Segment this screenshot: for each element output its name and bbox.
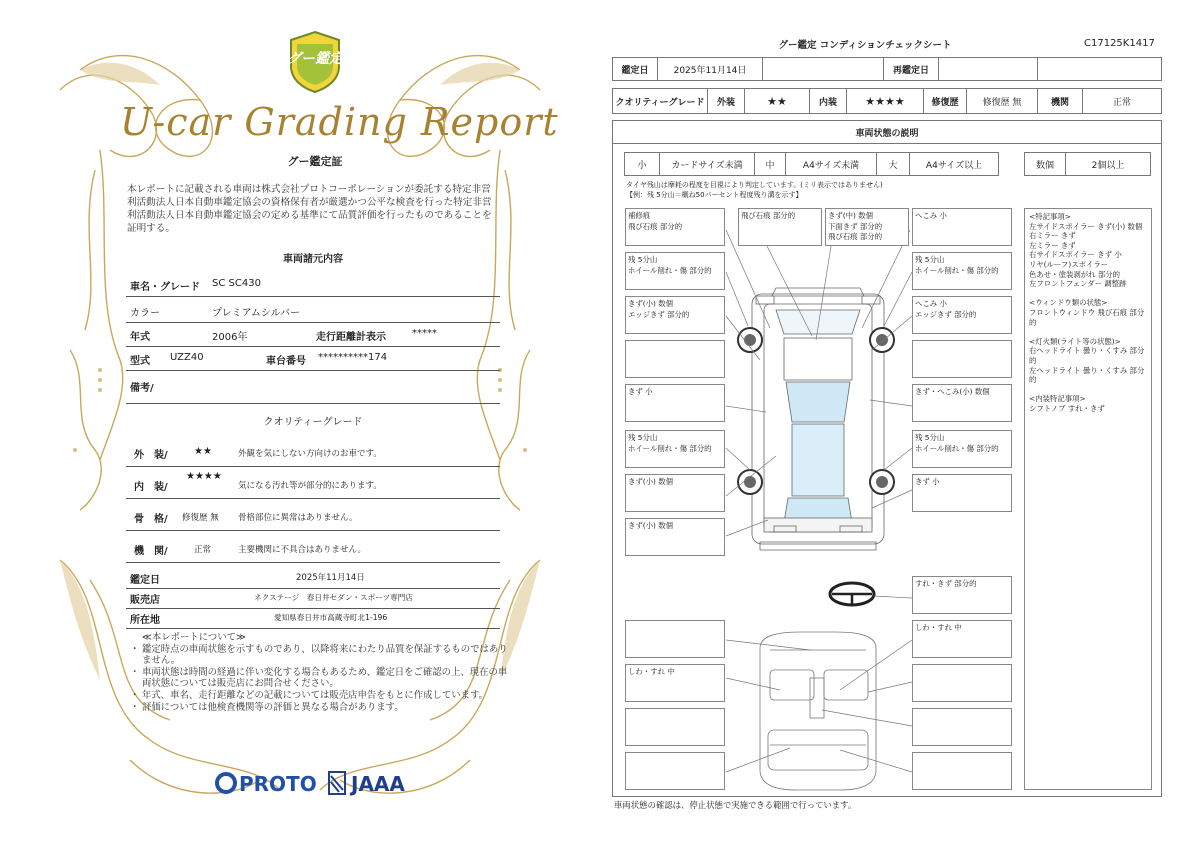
interior-note-left (625, 620, 725, 658)
steering-wheel-icon (830, 583, 874, 605)
year-label: 年式 (130, 332, 150, 343)
shop-label: 販売店 (130, 595, 160, 606)
proto-logo-text: PROTO (239, 772, 317, 796)
interior-note-left (625, 752, 725, 790)
certificate-statement: 本レポートに記載される車両は株式会社プロトコーポレーションが委託する特定非営利活動法人日本自動車鑑定協会の資格保有者が厳選かつ公平な検査を行った特定非営利活動法人日本自動車鑑定協会の定める基準にて品質評価を行ったものであることを証明する。 (127, 184, 492, 234)
report-title: U-car Grading Report (120, 100, 559, 144)
interior-label: 内 装/ (134, 482, 168, 493)
shop-value: ネクステージ 春日井セダン・スポーツ専門店 (254, 593, 413, 602)
condition-title: 車両状態の説明 (612, 120, 1162, 144)
exterior-label: 外 装/ (134, 450, 168, 461)
sheet-repair-value: 修復歴 無 (966, 88, 1038, 114)
model-value: UZZ40 (170, 352, 204, 363)
model-label: 型式 (130, 356, 150, 367)
row-remarks (126, 373, 500, 404)
exterior-stars: ★★ (194, 446, 212, 457)
sheet-interior-label: 内装 (809, 88, 847, 114)
damage-note-right (912, 340, 1012, 378)
interior-note-right (912, 752, 1012, 790)
mileage-label: 走行距離計表示 (316, 332, 386, 343)
sheet-exterior-label: 外装 (707, 88, 745, 114)
row-year (126, 322, 500, 347)
row-shop (126, 588, 500, 609)
engine-desc: 主要機関に不具合はありません。 (238, 545, 367, 555)
address-value: 愛知県春日井市高蔵寺町北1-196 (274, 613, 388, 622)
damage-note-left: 残 5分山 ホイール削れ・傷 部分的 (625, 252, 725, 290)
proto-logo-icon (215, 772, 237, 794)
interior-note-right (912, 708, 1012, 746)
interior-note-right: しわ・すれ 中 (912, 620, 1012, 658)
damage-note-left: きず(小) 数個 (625, 474, 725, 512)
address-label: 所在地 (130, 615, 160, 626)
mileage-value: ***** (412, 328, 437, 339)
damage-note-left: 補修痕 飛び石痕 部分的 (625, 208, 725, 246)
interior-note-left: しわ・すれ 中 (625, 664, 725, 702)
reinspection-value-cell (938, 57, 1038, 81)
legend-small: 小 (624, 152, 660, 176)
legend-large: 大 (876, 152, 910, 176)
damage-note-right: きず 小 (912, 474, 1012, 512)
name-label: 車名・グレード (130, 282, 200, 293)
interior-note-right (912, 664, 1012, 702)
sheet-engine-value: 正常 (1082, 88, 1162, 114)
sheet-repair-label: 修復歴 (923, 88, 967, 114)
row-address (126, 608, 500, 629)
report-notes (130, 632, 510, 713)
row-frame (126, 500, 500, 531)
row-date (126, 566, 500, 589)
damage-note-right: きず・へこみ(小) 数個 (912, 384, 1012, 422)
sheet-footer: 車両状態の確認は、停止状態で実施できる範囲で行っています。 (614, 800, 857, 810)
tire-note-2: 【例：残 5分山＝概ね50パーセント程度残り溝を示す】 (626, 191, 803, 199)
legend-small-desc: カードサイズ未満 (659, 152, 755, 176)
row-model (126, 346, 500, 371)
damage-note-left: きず 小 (625, 384, 725, 422)
special-remarks: <特記事項> 左サイドスポイラー きず(小) 数個 右ミラー きず 左ミラー きず 右サイドスポイラー きず 小 リヤ(ルーフ)スポイラー 色あせ・塗装剥がれ 部分的 左フロントフェンダー 調整跡 <ウィンドウ類の状態> フロントウィンドウ 飛び石痕 部分的 <灯火類(ライト等の状態)> 右ヘッドライト 曇り・くすみ 部分的 左ヘッドライト 曇り・くすみ 部分的 <内装特記事項> シフトノブ すれ・きず (1024, 208, 1152, 790)
interior-stars: ★★★★ (186, 471, 222, 482)
damage-note-left: きず(小) 数個 エッジきず 部分的 (625, 296, 725, 334)
interior-note-right: すれ・きず 部分的 (912, 576, 1012, 614)
sheet-quality-label: クオリティーグレード (612, 88, 708, 114)
sheet-interior-stars: ★★★★ (846, 88, 924, 114)
note-item: ・ 評価については他検査機関等の評価と異なる場合があります。 (130, 702, 510, 714)
jaaa-logo-text: JAAA (351, 772, 405, 796)
damage-note-top: 飛び石痕 部分的 (738, 208, 822, 246)
damage-note-left (625, 340, 725, 378)
chassis-label: 車台番号 (266, 356, 306, 367)
note-item: ・ 年式、車名、走行距離などの記載については販売店申告をもとに作成しています。 (130, 690, 510, 702)
row-interior (126, 468, 500, 499)
damage-note-right: へこみ 小 エッジきず 部分的 (912, 296, 1012, 334)
frame-value: 修復歴 無 (182, 513, 219, 523)
footer-logos (215, 770, 415, 798)
jaaa-logo-icon (327, 770, 347, 796)
legend-large-desc: A4サイズ以上 (909, 152, 999, 176)
damage-note-left: きず(小) 数個 (625, 518, 725, 556)
spec-section-title: 車両諸元内容 (283, 254, 343, 265)
damage-note-right: 残 5分山 ホイール削れ・傷 部分的 (912, 430, 1012, 468)
damage-note-top: きず(中) 数個 下面きず 部分的 飛び石痕 部分的 (825, 208, 909, 246)
color-label: カラー (130, 308, 160, 319)
chassis-value: **********174 (318, 352, 388, 363)
row-vehicle-name (126, 272, 500, 297)
quality-section-title: クオリティーグレード (263, 417, 363, 428)
year-value: 2006年 (212, 332, 248, 343)
legend-medium-desc: A4サイズ未満 (785, 152, 877, 176)
frame-label: 骨 格/ (134, 514, 168, 525)
legend-count: 数個 (1024, 152, 1066, 176)
badge-text: グー鑑定 (287, 51, 343, 67)
interior-note-left (625, 708, 725, 746)
row-exterior (126, 438, 500, 467)
sheet-date-label: 鑑定日 (612, 57, 658, 81)
damage-note-left: 残 5分山 ホイール削れ・傷 部分的 (625, 430, 725, 468)
note-item: ・ 鑑定時点の車両状態を示すものであり、以降将来にわたり品質を保証するものではありません。 (130, 644, 510, 667)
color-value: プレミアムシルバー (212, 308, 300, 319)
row-color (126, 298, 500, 323)
legend-medium: 中 (754, 152, 786, 176)
exterior-desc: 外観を気にしない方向けのお車です。 (238, 449, 382, 459)
damage-note-right: へこみ 小 (912, 208, 1012, 246)
certificate-title: グー鑑定証 (287, 155, 343, 168)
sheet-title: グー鑑定 コンディションチェックシート (778, 40, 952, 51)
sheet-exterior-stars: ★★ (744, 88, 810, 114)
condition-check-sheet (600, 0, 1200, 848)
legend-count-desc: 2個以上 (1065, 152, 1151, 176)
frame-desc: 骨格部位に異常はありません。 (238, 513, 358, 523)
date-blank-cell (762, 57, 884, 81)
sheet-id: C17125K1417 (1084, 38, 1155, 49)
row-engine (126, 532, 500, 563)
reinspection-label: 再鑑定日 (883, 57, 939, 81)
engine-label: 機 関/ (134, 546, 168, 557)
goo-badge-logo (287, 30, 343, 94)
remarks-label: 備考/ (130, 383, 154, 394)
name-value: SC SC430 (212, 278, 261, 289)
engine-value: 正常 (194, 545, 212, 555)
date-label: 鑑定日 (130, 575, 160, 586)
notes-title: ≪本レポートについて≫ (142, 632, 246, 643)
tire-note-1: タイヤ残山は摩耗の程度を目視により判定しています。(ミリ表示ではありません) (626, 181, 883, 189)
sheet-engine-label: 機関 (1037, 88, 1083, 114)
note-item: ・ 車両状態は時間の経過に伴い変化する場合もあるため、鑑定日をご確認の上、現在の車両状態については販売店にお問合せください。 (130, 667, 510, 690)
damage-note-right: 残 5分山 ホイール削れ・傷 部分的 (912, 252, 1012, 290)
interior-desc: 気になる汚れ等が部分的にあります。 (238, 481, 382, 491)
date-value: 2025年11月14日 (296, 573, 365, 583)
sheet-date-value: 2025年11月14日 (657, 57, 763, 81)
